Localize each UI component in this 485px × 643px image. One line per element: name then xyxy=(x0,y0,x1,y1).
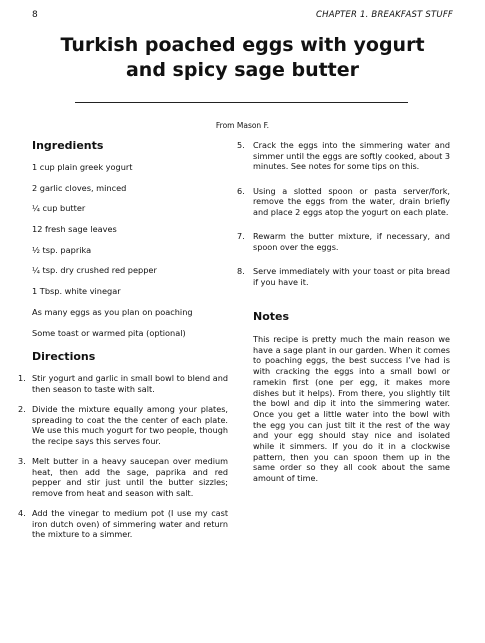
direction-step xyxy=(18,508,228,540)
recipe-title-line-2: and spicy sage butter xyxy=(125,59,360,81)
left-column xyxy=(18,139,228,540)
direction-step xyxy=(18,404,228,446)
direction-step xyxy=(18,456,228,498)
direction-steps-left xyxy=(18,373,228,540)
right-column xyxy=(237,140,450,484)
step-number: 3. xyxy=(18,456,26,467)
running-head: CHAPTER 1. BREAKFAST STUFF xyxy=(315,10,453,20)
step-number: 7. xyxy=(237,231,245,241)
direction-step xyxy=(237,231,450,252)
ingredient-item: 1 cup plain greek yogurt xyxy=(32,162,133,172)
direction-step xyxy=(237,186,450,218)
step-number: 8. xyxy=(237,266,245,276)
ingredient-item: As many eggs as you plan on poaching xyxy=(32,306,193,317)
ingredient-item: Some toast or warmed pita (optional) xyxy=(32,327,186,338)
step-text: Crack the eggs into the simmering water and simmer until the eggs are softly cooked, about 3 minutes. See notes for some tips on this. xyxy=(253,140,450,171)
ingredient-item: 12 fresh sage leaves xyxy=(32,224,117,235)
step-number: 5. xyxy=(237,140,245,150)
step-text: Melt butter in a heavy saucepan over medium heat, then add the sage, paprika and red pepper and stir just until the butter sizzles; remove from heat and season with salt. xyxy=(32,456,228,498)
direction-step xyxy=(237,140,450,172)
notes-text: This recipe is pretty much the main reason we have a sage plant in our garden. When it comes to poaching eggs, the best success I’ve had is with cracking the eggs into a small bowl or ramekin first (one per egg, it makes more dishes but it helps). From there, you slightly tilt the bowl and dip it into the simmering water. Once you get a little water into the bowl with the egg you can just tilt it the rest of the way and your egg should stay nice and isolated while it simmers. If you do it in a clockwise pattern, then you can spoon them up in the same order so they all cook about the same amount of time. xyxy=(253,334,450,484)
step-number: 1. xyxy=(18,373,26,384)
directions-heading: Directions xyxy=(32,350,96,364)
step-number: 2. xyxy=(18,404,26,415)
step-text: Using a slotted spoon or pasta server/fork, remove the eggs from the water, drain briefly and place 2 eggs atop the yogurt on each plate. xyxy=(253,185,450,217)
direction-steps-right xyxy=(237,140,450,287)
ingredients-heading: Ingredients xyxy=(32,139,104,152)
ingredient-list xyxy=(32,162,228,348)
recipe-title xyxy=(0,33,485,83)
step-text: Rewarm the butter mixture, if necessary, and spoon over the eggs. xyxy=(253,231,450,252)
ingredient-item: 1 Tbsp. white vinegar xyxy=(32,286,121,297)
step-text: Stir yogurt and garlic in small bowl to blend and then season to taste with salt. xyxy=(32,373,228,394)
recipe-author: From Mason F. xyxy=(215,121,270,130)
direction-step xyxy=(237,266,450,287)
page-number: 8 xyxy=(32,10,38,20)
recipe-title-line-1: Turkish poached eggs with yogurt xyxy=(60,34,425,56)
step-text: Serve immediately with your toast or pita bread if you have it. xyxy=(253,266,450,287)
ingredient-item: ½ tsp. paprika xyxy=(32,244,92,255)
title-rule xyxy=(75,102,408,103)
direction-step xyxy=(18,373,228,394)
ingredient-item: ¼ cup butter xyxy=(32,203,86,214)
ingredient-item: 2 garlic cloves, minced xyxy=(32,182,127,193)
step-text: Divide the mixture equally among your plates, spreading to coat the the center of each plate. We use this much yogurt for two people, though the recipe says this serves four. xyxy=(32,404,228,446)
step-number: 6. xyxy=(237,185,245,196)
ingredient-item: ¼ tsp. dry crushed red pepper xyxy=(32,265,157,276)
step-text: Add the vinegar to medium pot (I use my cast iron dutch oven) of simmering water and return the mixture to a simmer. xyxy=(32,508,228,540)
step-number: 4. xyxy=(18,508,26,519)
notes-heading: Notes xyxy=(253,310,290,323)
